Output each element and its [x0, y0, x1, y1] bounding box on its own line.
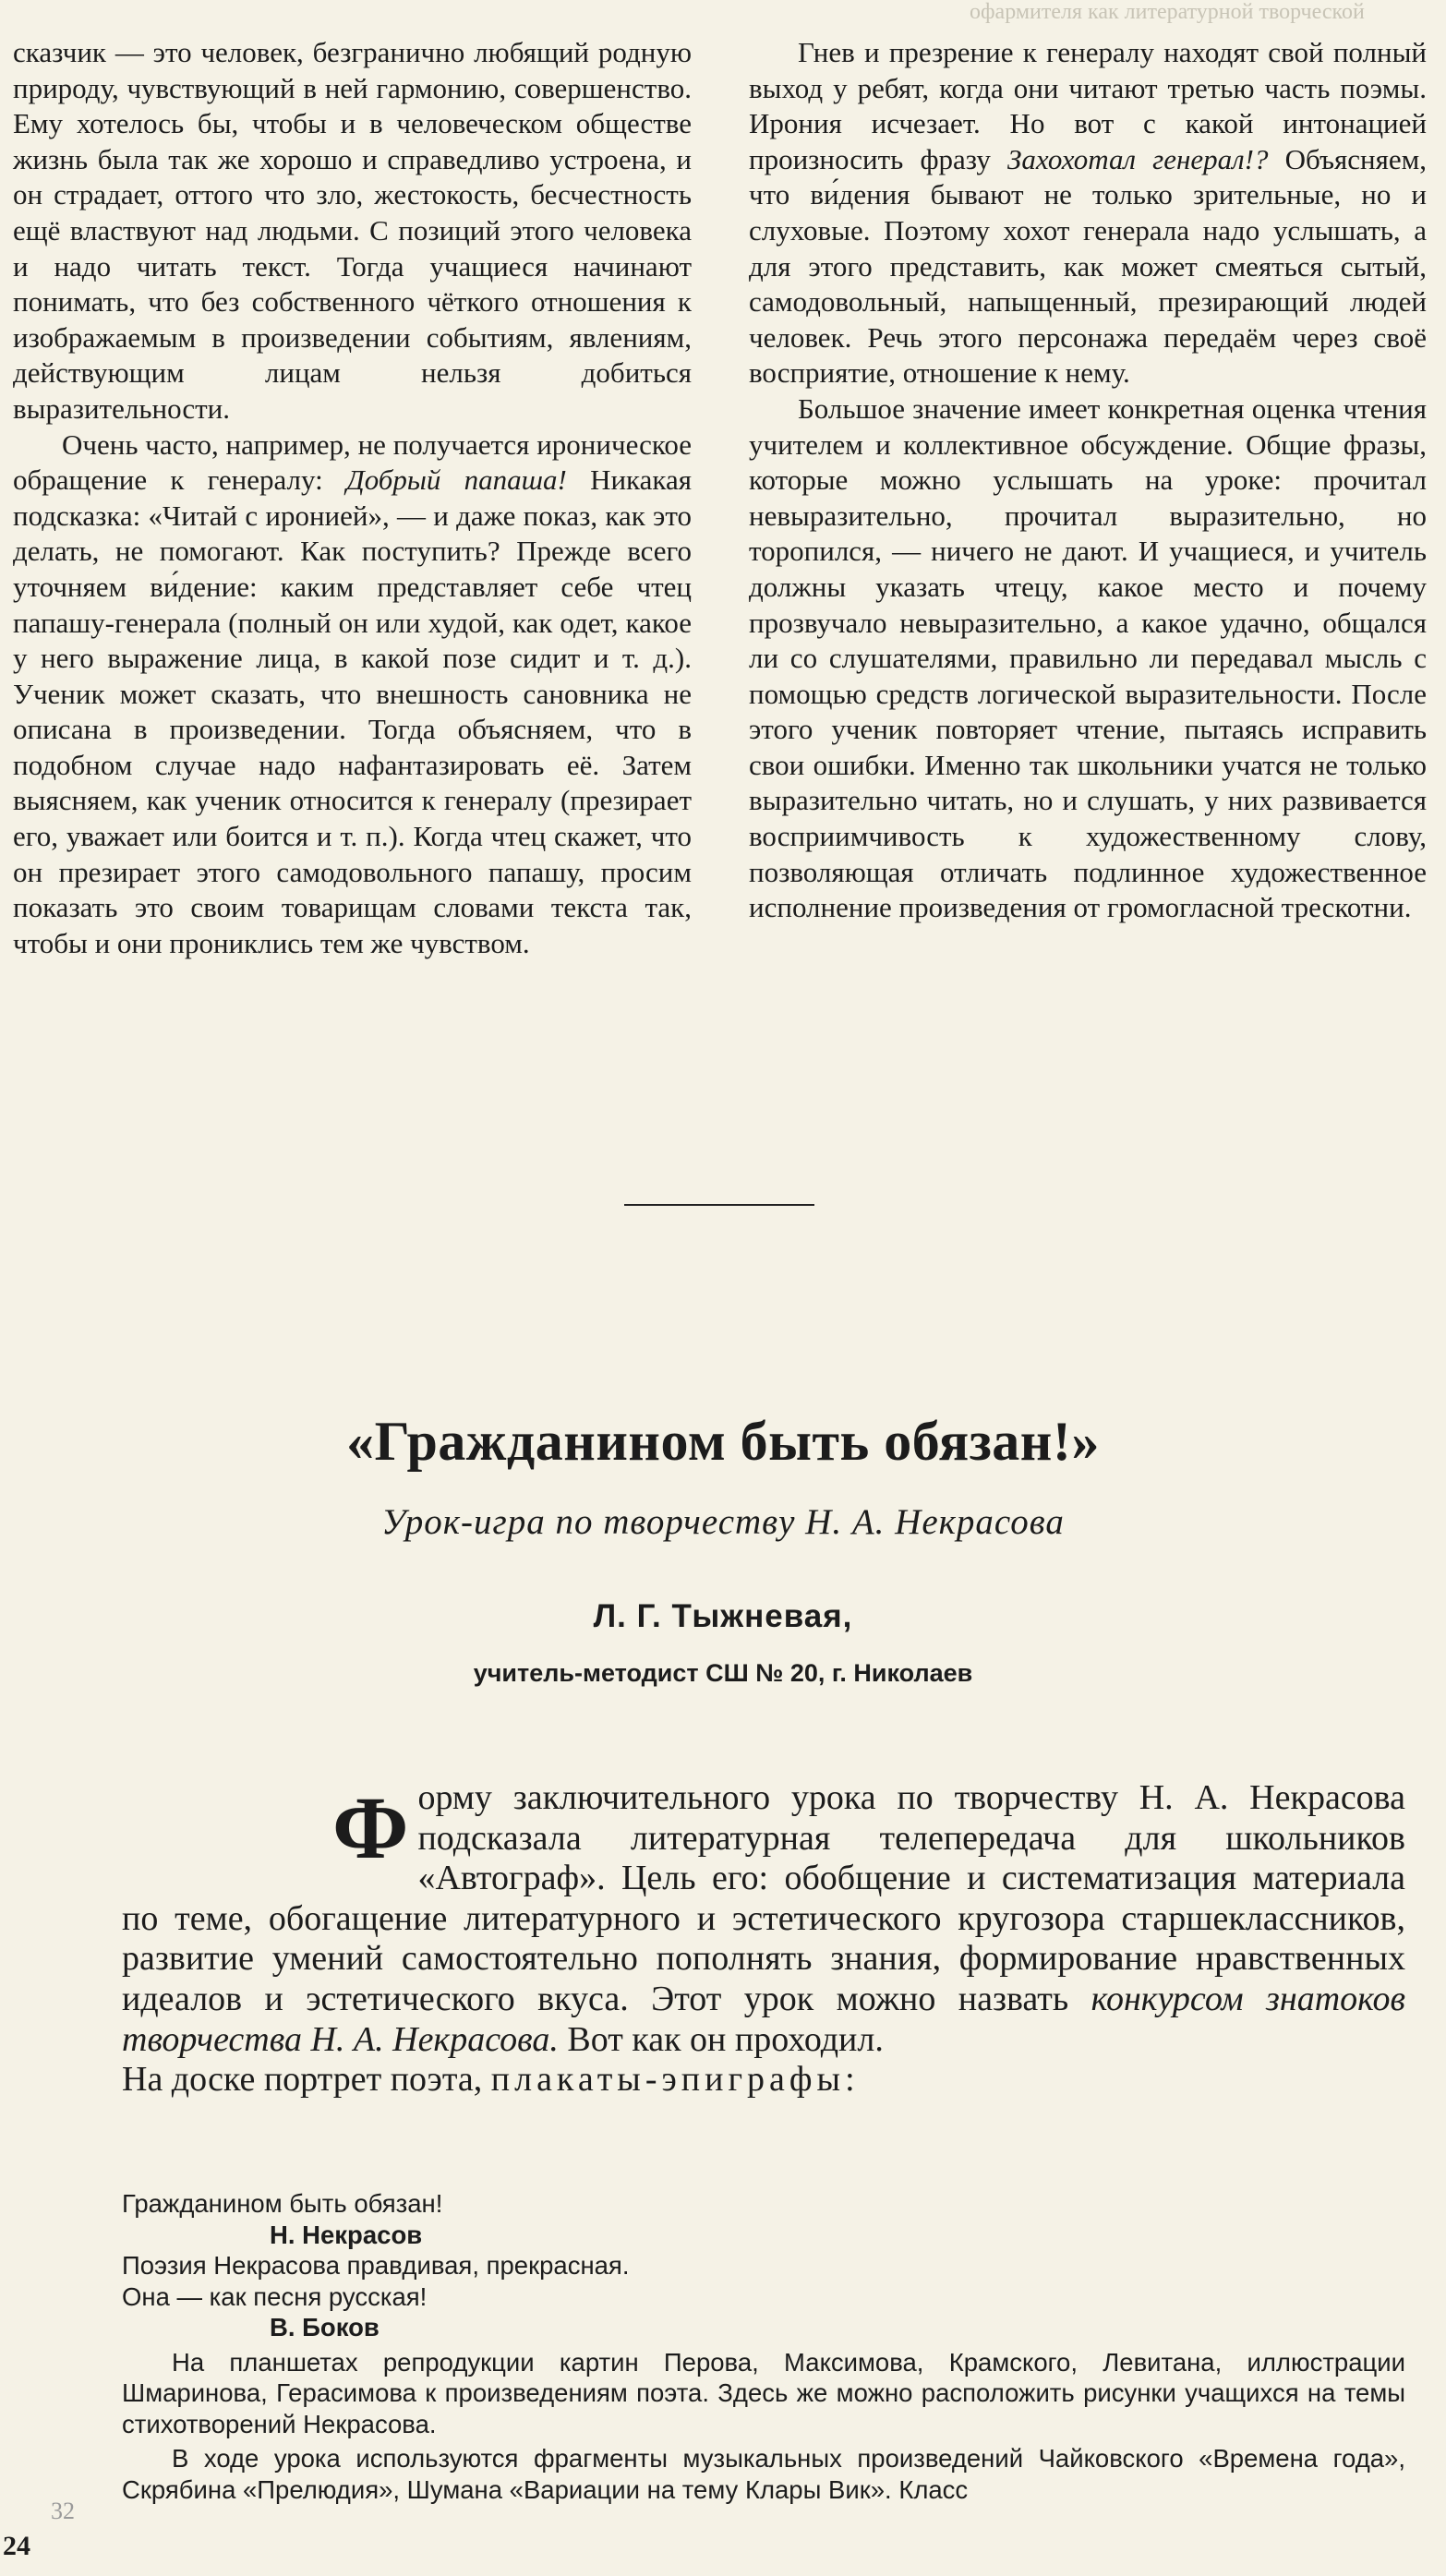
drop-cap: Ф	[332, 1778, 409, 1877]
epigraphs-and-notes	[122, 2188, 1405, 2505]
intro-paragraph-1: Форму заключительного урока по творчеству Н. А. Некрасова подсказала литературная телепередача для школьников «Автограф». Цель его: обобщение и систематизация материала по теме, обогащение литературного и эстетического кругозора старшеклассников, развитие умений самостоятельно пополнять знания, формирование нравственных идеалов и эстетического вкуса. Этот урок можно назвать конкурсом знатоков творчества Н. А. Некрасова. Вот как он проходил.	[122, 1778, 1405, 2059]
quote-zakhokhotal: Захохотал генерал!?	[1007, 142, 1269, 175]
left-column	[13, 35, 692, 961]
epigraph-2-line-1: Поэзия Некрасова правдивая, прекрасная.	[122, 2251, 630, 2280]
section-divider	[624, 1204, 814, 1206]
epigraph-2-author: В. Боков	[270, 2313, 380, 2341]
epigraph-1: Гражданином быть обязан!	[122, 2189, 443, 2218]
right-paragraph-2: Большое значение имеет конкретная оценка чтения учителем и коллективное обсуждение. Общие фразы, которые можно услышать на уроке: прочитал невыразительно, прочитал выразительно, но торопился, — ничего не дают. И учащиеся, и учитель должны указать чтецу, какое место и почему прозвучало невыразительно, а какое удачно, общался ли со слушателями, правильно ли передавал мысль с помощью средств логической выразительности. После этого ученик повторяет чтение, пытаясь исправить свои ошибки. Именно так школьники учатся не только выразительно читать, но и слушать, у них развивается восприимчивость к художественному слову, позволяющая отличать подлинное художественное исполнение произведения от громогласной трескотни.	[749, 391, 1427, 924]
right-paragraph-1: Гнев и презрение к генералу находят свой полный выход у ребят, когда они читают третью часть поэмы. Ирония исчезает. Но вот с какой интонацией произносить фразу Захохотал генерал!? Объясняем, что ви́дения бывают не только зрительные, но и слуховые. Поэтому хохот генерала надо услышать, а для этого представить, как может смеяться сытый, самодовольный, напыщенный, презирающий людей человек. Речь этого персонажа передаём через своё восприятие, отношение к нему.	[749, 36, 1428, 390]
bleed-through-text: офармителя как литературной творческой	[970, 0, 1365, 24]
epigraph-2-line-2: Она — как песня русская!	[122, 2281, 428, 2311]
quote-dobryi-papasha: Добрый папаша!	[345, 463, 567, 497]
article-intro	[122, 1778, 1405, 2101]
corner-mark: 32	[51, 2498, 75, 2524]
left-paragraph-2: Очень часто, например, не получается ироническое обращение к генералу: Добрый папаша! Никакая подсказка: «Читай с иронией», — и даже показ, как это делать, не помогают. Как поступить? Прежде всего уточняем ви́дение: каким представляет себе чтец папашу-генерала (полный он или худой, как одет, какое у него выражение лица, в какой позе сидит и т. д.). Ученик может сказать, что внешность сановника не описана в произведении. Тогда объясняем, что в подобном случае надо нафантазировать её. Затем выясняем, как ученик относится к генералу (презирает его, уважает или боится и т. п.). Когда чтец скажет, что он презирает этого самодовольного папашу, просим показать это своим товарищам словами текста так, чтобы и они прониклись тем же чувством.	[13, 427, 693, 959]
page-number: 24	[3, 2531, 30, 2561]
paragraph-music: В ходе урока используются фрагменты музыкальных произведений Чайковского «Времена года», Скрябина «Прелюдия», Шумана «Вариации на тему Клары Вик». Класс	[122, 2444, 1405, 2504]
right-column	[749, 35, 1427, 926]
paragraph-tablets: На планшетах репродукции картин Перова, Максимова, Крамского, Левитана, иллюстрации Шмаринова, Герасимова к произведениям поэта. Здесь же можно расположить рисунки учащихся на темы стихотворений Некрасова.	[122, 2347, 1405, 2438]
article-title: «Гражданином быть обязан!»	[346, 1411, 1100, 1472]
left-paragraph-1: сказчик — это человек, безгранично любящий родную природу, чувствующий в ней гармонию, совершенство. Ему хотелось бы, чтобы и в человеческом обществе жизнь была так же хорошо и справедливо устроена, и он страдает, оттого что зло, жестокость, бесчестность ещё властвуют над людьми. С позиций этого человека и надо читать текст. Тогда учащиеся начинают понимать, что без собственного чёткого отношения к изображаемым в произведении событиям, явлениям, действующим лицам нельзя добиться выразительности.	[13, 36, 692, 425]
epigraph-1-author: Н. Некрасов	[270, 2220, 423, 2249]
article-author: Л. Г. Тыжневая,	[593, 1598, 853, 1634]
author-affiliation: учитель-методист СШ № 20, г. Николаев	[473, 1659, 973, 1687]
article-subtitle: Урок-игра по творчеству Н. А. Некрасова	[381, 1502, 1065, 1542]
intro-paragraph-2: На доске портрет поэта, плакаты-эпиграфы:	[122, 2060, 860, 2100]
intro-italic: конкурсом знатоков творчества Н. А. Некрасова.	[122, 1979, 1405, 2059]
